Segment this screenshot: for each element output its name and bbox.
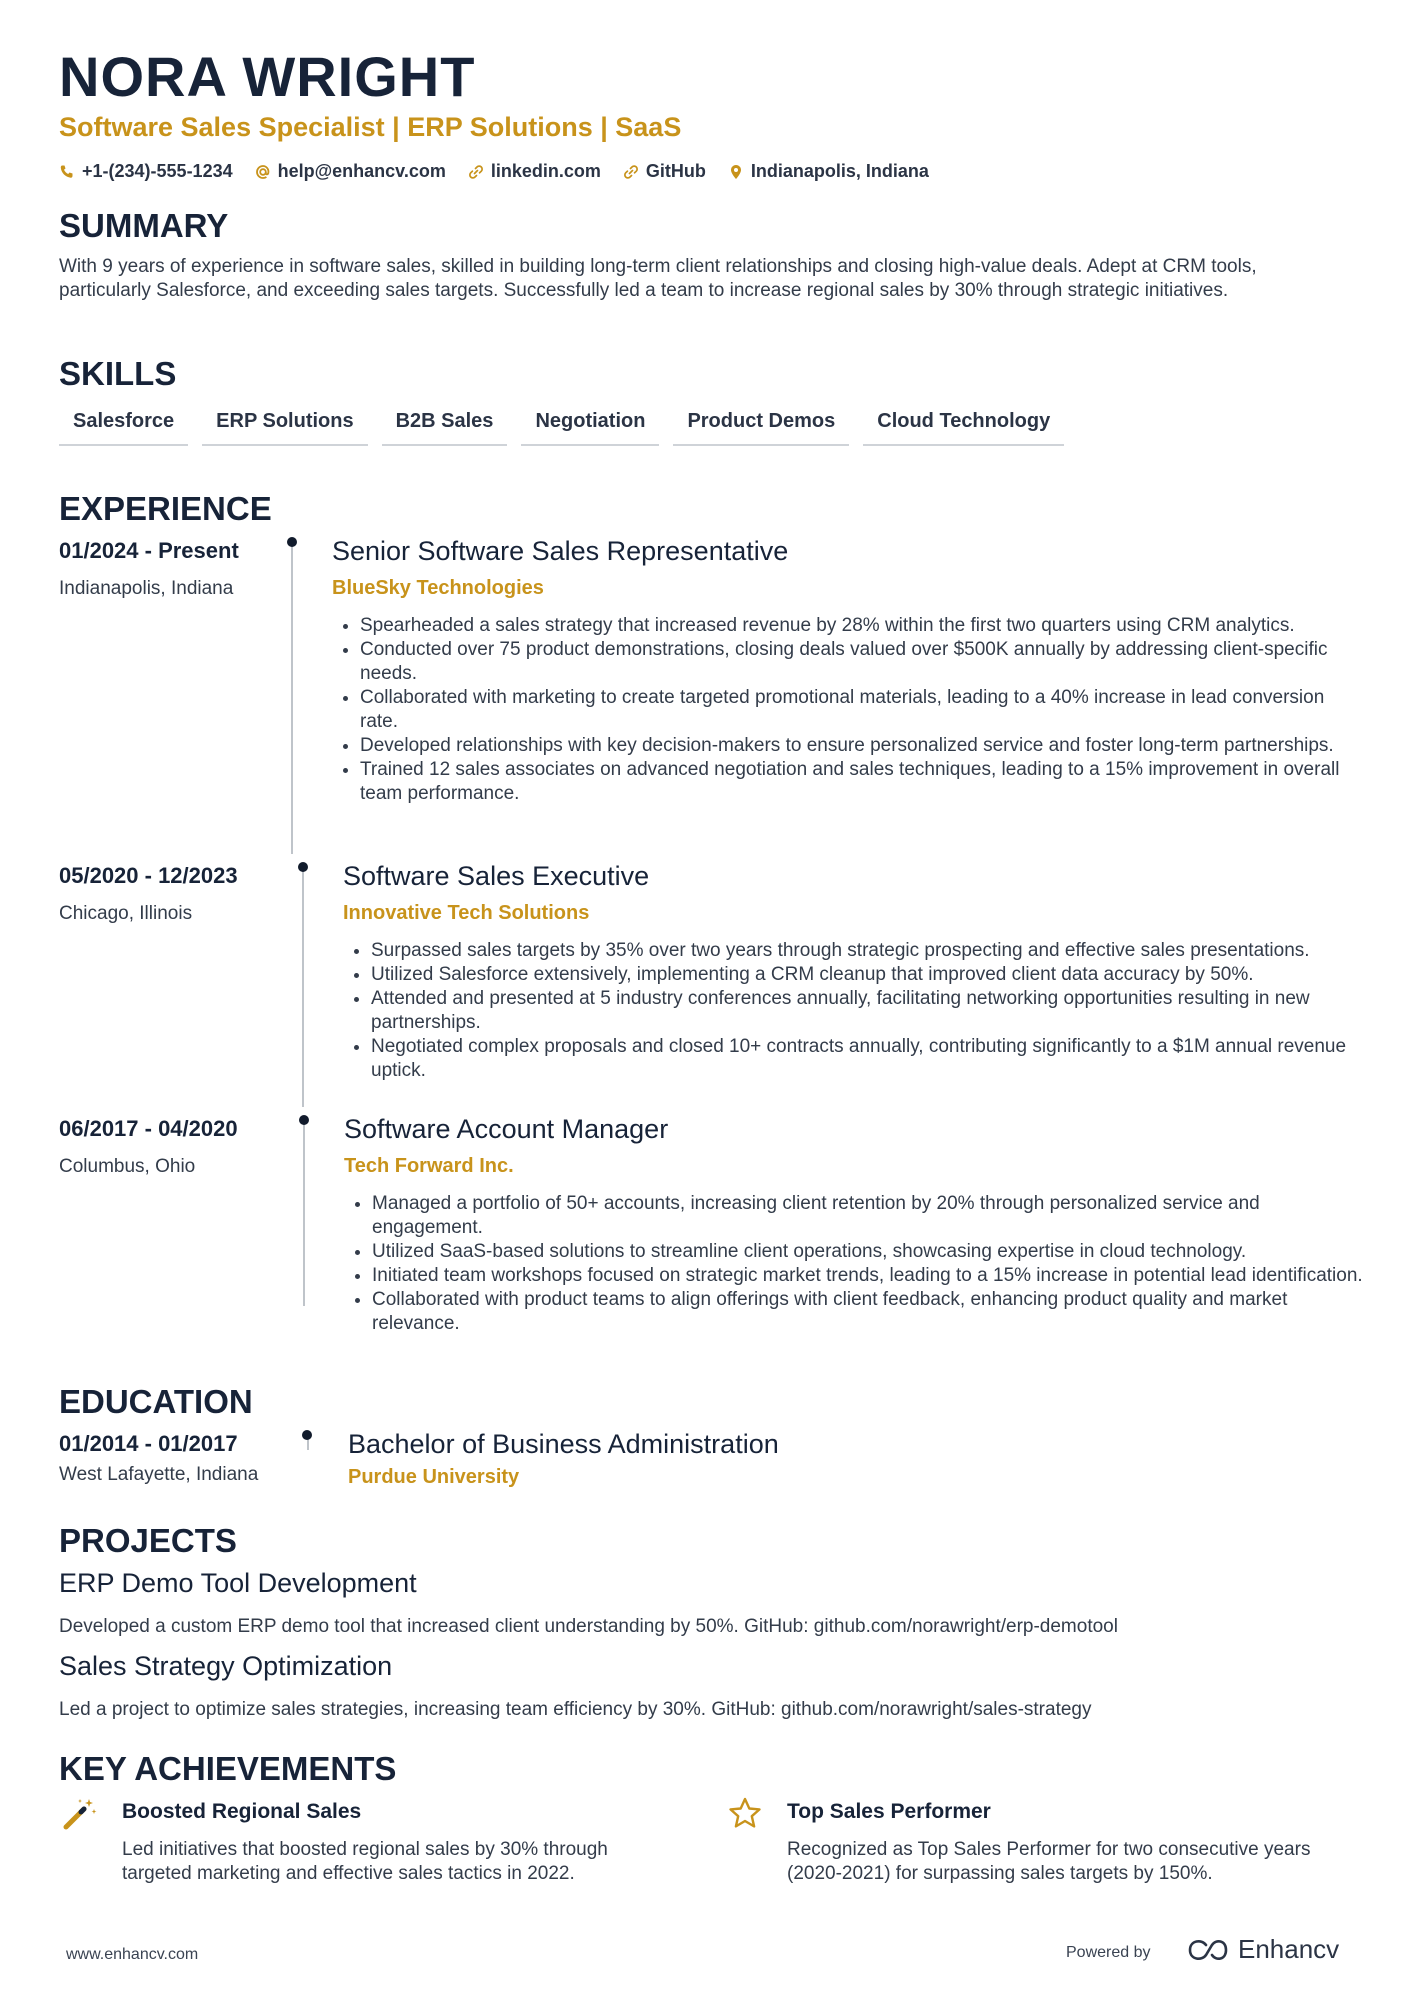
- link-icon: [623, 164, 639, 180]
- achievement-description: Led initiatives that boosted regional sales by 30% through targeted marketing and effective sales tactics in 2022.: [122, 1839, 608, 1884]
- project-description: Led a project to optimize sales strategies, increasing team efficiency by 30%. GitHub: github.com/norawright/sales-strategy: [59, 1699, 1092, 1720]
- timeline-dot: [299, 1115, 309, 1125]
- project-description: Developed a custom ERP demo tool that increased client understanding by 50%. GitHub: github.com/norawright/erp-demotool: [59, 1616, 1118, 1637]
- achievements-heading: KEY ACHIEVEMENTS: [59, 1750, 397, 1787]
- contact-github[interactable]: [623, 161, 706, 182]
- job-entry: [343, 861, 1363, 1083]
- degree-title: Bachelor of Business Administration: [348, 1429, 779, 1459]
- skills-heading: SKILLS: [59, 355, 177, 392]
- at-icon: [255, 164, 271, 180]
- bullet-item: • Collaborated with marketing to create targeted promotional materials, leading to a 40% increase in lead conversion rate.: [360, 686, 1352, 734]
- brand-name: Enhancv: [1238, 1934, 1340, 1964]
- education-entry: [348, 1429, 1368, 1489]
- timeline-line: [303, 1120, 305, 1306]
- contact-linkedin-text: linkedin.com: [490, 161, 601, 181]
- achievement-description: Recognized as Top Sales Performer for two consecutive years (2020-2021) for surpassing sales targets by 150%.: [787, 1839, 1311, 1884]
- job-entry: [332, 536, 1352, 806]
- education-dates: 01/2014 - 01/2017: [59, 1431, 238, 1456]
- candidate-headline: Software Sales Specialist | ERP Solutions | SaaS: [59, 112, 682, 142]
- bullet-item: • Spearheaded a sales strategy that increased revenue by 28% within the first two quarters using CRM analytics.: [360, 614, 1352, 638]
- candidate-name: NORA WRIGHT: [59, 45, 476, 108]
- contact-bar: [59, 161, 929, 182]
- bullet-item: • Developed relationships with key decision-makers to ensure personalized service and foster long-term partnerships.: [360, 734, 1352, 758]
- bullet-item: • Utilized Salesforce extensively, implementing a CRM cleanup that improved client data accuracy by 50%.: [371, 963, 1363, 987]
- magic-wand-icon: [62, 1796, 98, 1832]
- job-title: Software Sales Executive: [343, 861, 650, 891]
- summary-text: With 9 years of experience in software sales, skilled in building long-term client relationships and closing high-value deals. Adept at CRM tools, particularly Salesforce, and exceeding sales targets. Successfully led a team to increase regional sales by 30% through strategic initiatives.: [59, 256, 1257, 301]
- bullet-item: • Utilized SaaS-based solutions to streamline client operations, showcasing expertise in cloud technology.: [372, 1240, 1364, 1264]
- achievement-title: Boosted Regional Sales: [122, 1800, 362, 1823]
- skill-tag: Negotiation: [521, 410, 659, 446]
- job-meta: [59, 863, 238, 925]
- job-location: Indianapolis, Indiana: [59, 578, 234, 599]
- education-heading: EDUCATION: [59, 1383, 253, 1420]
- company-name: BlueSky Technologies: [332, 577, 544, 599]
- skill-tag: Salesforce: [59, 410, 188, 446]
- bullet-item: • Managed a portfolio of 50+ accounts, increasing client retention by 20% through personalized service and engagement.: [372, 1192, 1364, 1240]
- timeline-dot: [287, 537, 297, 547]
- skills-list: [59, 410, 1064, 446]
- footer-website-link[interactable]: www.enhancv.com: [66, 1946, 199, 1963]
- contact-email[interactable]: [255, 161, 446, 182]
- bullet-item: • Negotiated complex proposals and closed 10+ contracts annually, contributing significantly to a $1M annual revenue uptick.: [371, 1035, 1363, 1083]
- location-pin-icon: [728, 164, 744, 180]
- project-title: Sales Strategy Optimization: [59, 1651, 393, 1681]
- timeline-dot: [298, 862, 308, 872]
- job-bullets: [332, 614, 1352, 806]
- skill-tag: B2B Sales: [382, 410, 508, 446]
- contact-phone[interactable]: [59, 161, 233, 182]
- job-dates: 06/2017 - 04/2020: [59, 1116, 238, 1141]
- bullet-item: • Initiated team workshops focused on strategic market trends, leading to a 15% increase in potential lead identification.: [372, 1264, 1364, 1288]
- bullet-item: • Surpassed sales targets by 35% over two years through strategic prospecting and effective sales presentations.: [371, 939, 1363, 963]
- school-name: Purdue University: [348, 1466, 520, 1488]
- projects-heading: PROJECTS: [59, 1522, 237, 1559]
- footer-powered-by: Powered by: [1066, 1944, 1151, 1961]
- job-meta: [59, 538, 239, 600]
- job-location: Chicago, Illinois: [59, 903, 193, 924]
- project-title: ERP Demo Tool Development: [59, 1568, 417, 1598]
- contact-location: [728, 161, 929, 182]
- experience-heading: EXPERIENCE: [59, 490, 272, 527]
- job-entry: [344, 1114, 1364, 1336]
- job-bullets: [344, 1192, 1364, 1336]
- job-location: Columbus, Ohio: [59, 1156, 196, 1177]
- company-name: Tech Forward Inc.: [344, 1155, 514, 1177]
- bullet-item: • Collaborated with product teams to align offerings with client feedback, enhancing product quality and market relevance.: [372, 1288, 1364, 1336]
- contact-email-text: help@enhancv.com: [277, 161, 446, 181]
- achievement-title: Top Sales Performer: [787, 1800, 991, 1823]
- job-meta: [59, 1116, 238, 1178]
- timeline-dot: [302, 1430, 312, 1440]
- job-bullets: [343, 939, 1363, 1083]
- contact-phone-text: +1-(234)-555-1234: [82, 161, 233, 181]
- star-icon: [727, 1796, 763, 1832]
- bullet-item: • Attended and presented at 5 industry conferences annually, facilitating networking opportunities resulting in new partnerships.: [371, 987, 1363, 1035]
- summary-heading: SUMMARY: [59, 207, 229, 244]
- skill-tag: Product Demos: [673, 410, 849, 446]
- skill-tag: Cloud Technology: [863, 410, 1064, 446]
- contact-github-text: GitHub: [645, 161, 706, 181]
- contact-linkedin[interactable]: [468, 161, 601, 182]
- job-title: Software Account Manager: [344, 1114, 669, 1144]
- contact-location-text: Indianapolis, Indiana: [750, 161, 929, 181]
- phone-icon: [59, 164, 75, 180]
- enhancv-logo-icon: [1186, 1937, 1230, 1963]
- company-name: Innovative Tech Solutions: [343, 902, 590, 924]
- bullet-item: • Conducted over 75 product demonstrations, closing deals valued over $500K annually by addressing client-specific needs.: [360, 638, 1352, 686]
- bullet-item: • Trained 12 sales associates on advanced negotiation and sales techniques, leading to a 15% improvement in overall team performance.: [360, 758, 1352, 806]
- timeline-line: [302, 867, 304, 1107]
- education-location: West Lafayette, Indiana: [59, 1464, 259, 1485]
- timeline-line: [291, 541, 293, 854]
- skill-tag: ERP Solutions: [202, 410, 367, 446]
- brand-logo[interactable]: [1186, 1934, 1339, 1965]
- job-title: Senior Software Sales Representative: [332, 536, 789, 566]
- link-icon: [468, 164, 484, 180]
- job-dates: 01/2024 - Present: [59, 538, 239, 563]
- job-dates: 05/2020 - 12/2023: [59, 863, 238, 888]
- education-meta: [59, 1431, 258, 1486]
